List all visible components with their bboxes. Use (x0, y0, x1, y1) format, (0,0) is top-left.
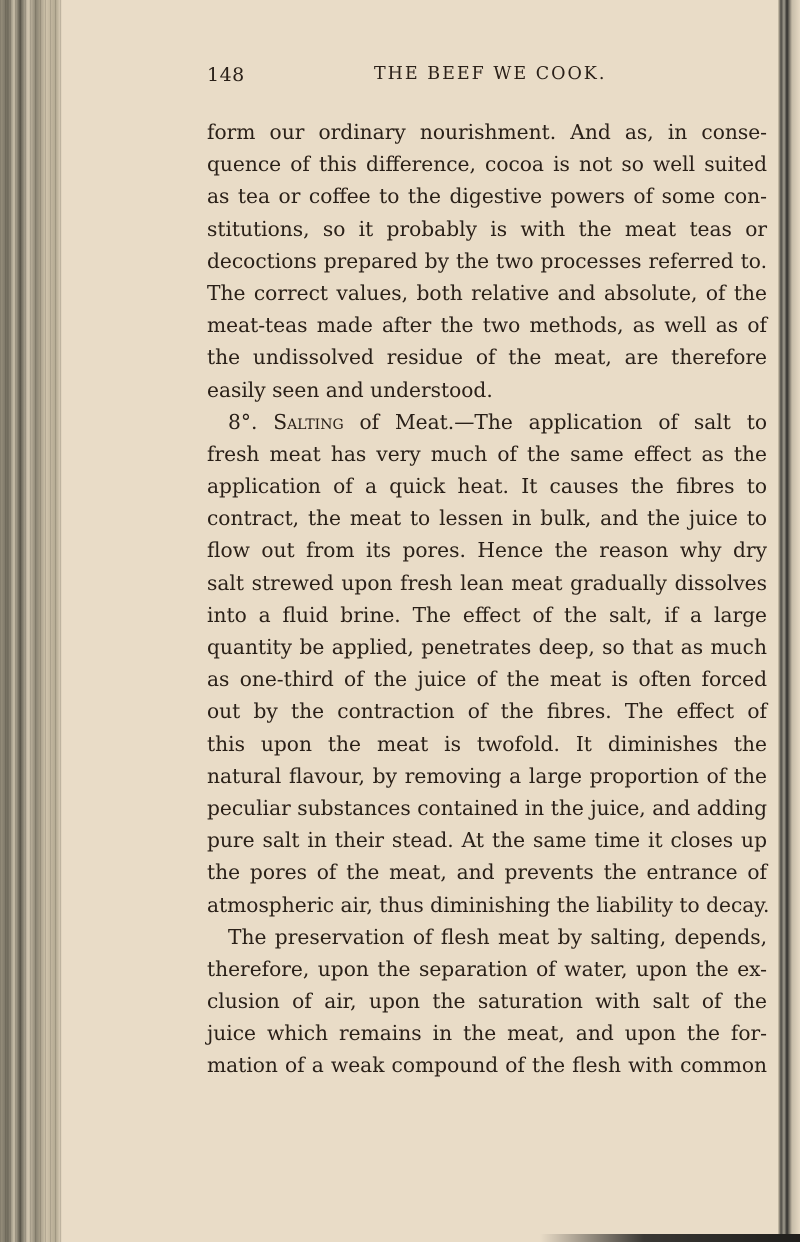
section-heading-smallcaps: Salting (273, 409, 344, 434)
text-line: as one-third of the juice of the meat is often forced (207, 667, 767, 692)
text-line: this upon the meat is twofold. It diminishes the (207, 731, 767, 756)
text-line: the undissolved residue of the meat, are therefore (207, 345, 767, 370)
text-line: stitutions, so it probably is with the meat teas or (207, 216, 767, 241)
text-line: salt strewed upon fresh lean meat gradually dissolves (207, 570, 767, 595)
text-line: quantity be applied, penetrates deep, so that as much (207, 635, 767, 659)
text-line: out by the contraction of the fibres. The effect of (207, 699, 767, 724)
text-line: natural flavour, by removing a large proportion of the (207, 763, 767, 788)
text-line: therefore, upon the separation of water, upon the ex- (207, 956, 767, 981)
text-line: meat-teas made after the two methods, as well as of (207, 313, 767, 338)
text-line: into a fluid brine. The effect of the salt, if a large (207, 602, 767, 627)
body-text (207, 116, 770, 1082)
text-line: as tea or coffee to the digestive powers of some con- (207, 184, 767, 209)
text-line: the pores of the meat, and prevents the entrance of (207, 860, 767, 885)
page-header (0, 64, 800, 94)
text-line: pure salt in their stead. At the same time it closes up (207, 828, 767, 853)
text-line: atmospheric air, thus diminishing the liability to decay. (207, 892, 770, 917)
text-line: contract, the meat to lessen in bulk, and the juice to (207, 506, 767, 531)
text-line: fresh meat has very much of the same effect as the (207, 441, 767, 466)
section-heading-line: 8°. Salting of Meat.—The application of salt to (228, 409, 767, 434)
text-line: decoctions prepared by the two processes referred to. (207, 248, 767, 273)
text-line: flow out from its pores. Hence the reason why dry (207, 538, 767, 563)
text-line: The correct values, both relative and absolute, of the (207, 280, 767, 305)
text-line: form our ordinary nourishment. And as, in conse- (207, 120, 767, 144)
text-line: peculiar substances contained in the juice, and adding (207, 795, 767, 820)
text-line: mation of a weak compound of the flesh with common (207, 1053, 767, 1078)
page-number: 148 (207, 64, 245, 86)
running-title: THE BEEF WE COOK. (374, 64, 607, 84)
text-line: The preservation of flesh meat by salting, depends, (228, 924, 767, 949)
text-line: application of a quick heat. It causes the fibres to (207, 474, 767, 499)
text-line: quence of this difference, cocoa is not so well suited (207, 152, 767, 177)
text-line: easily seen and understood. (207, 377, 493, 402)
text-line: clusion of air, upon the saturation with salt of the (207, 989, 767, 1014)
text-line: juice which remains in the meat, and upon the for- (207, 1021, 767, 1046)
